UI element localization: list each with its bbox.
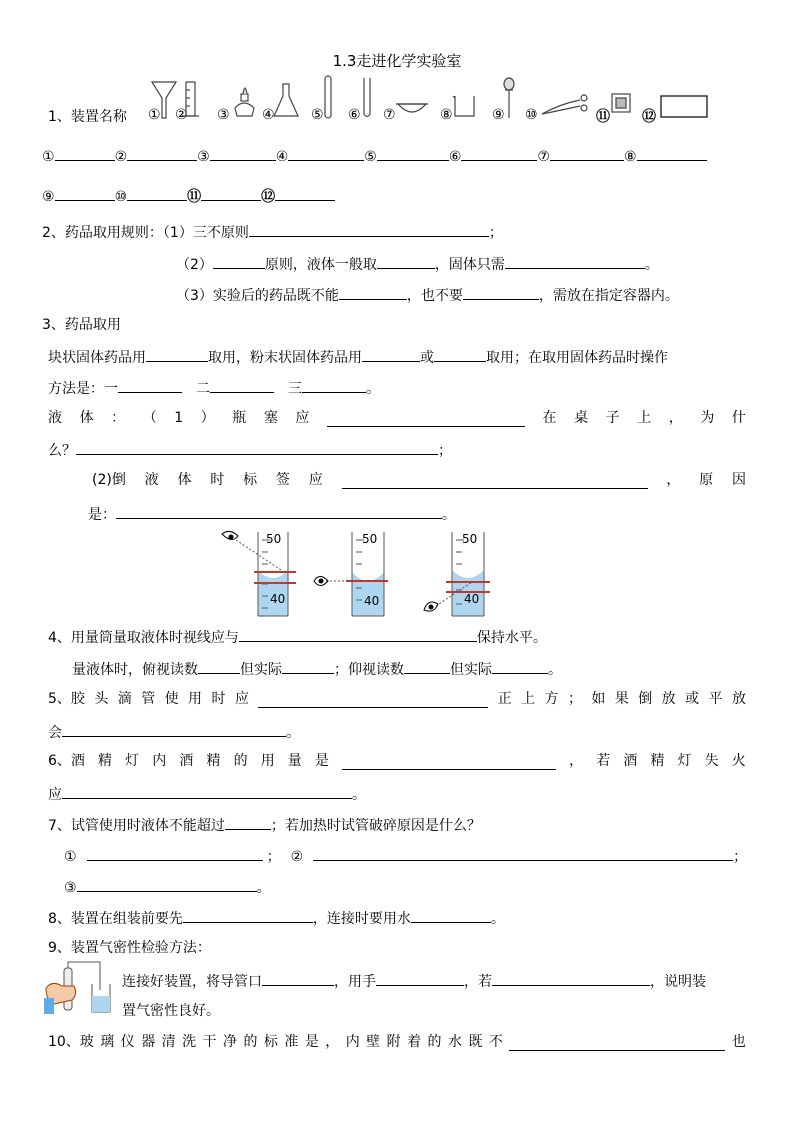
q3-blank-10[interactable] — [116, 504, 442, 519]
q2-blank-1[interactable] — [249, 222, 489, 237]
q9-line-1: 连接好装置，将导管口 ，用手 ，若 ，说明装 — [122, 971, 706, 991]
q5-blank-2[interactable] — [62, 722, 286, 737]
q3-blank-4[interactable] — [118, 378, 182, 393]
tongs-icon — [542, 95, 587, 114]
answer-blank-5[interactable] — [377, 146, 449, 161]
q2-line-2: （2） 原则，液体一般取 ，固体只需 。 — [176, 254, 659, 274]
q4-line-1: 4、用量筒量取液体时视线应与 保持水平。 — [48, 627, 547, 647]
cylinder-diagram-3 — [424, 532, 490, 616]
q1-label: 1、装置名称 — [48, 109, 127, 125]
q9-blank-1[interactable] — [262, 971, 334, 986]
q3-blank-7[interactable] — [327, 412, 525, 427]
q2-blank-6[interactable] — [463, 285, 539, 300]
q4-line-2: 量液体时，俯视读数 但实际 ；仰视读数 但实际 。 — [72, 659, 562, 679]
apparatus-num-1: ① — [148, 107, 161, 123]
q2-line-3: （3）实验后的药品既不能 ，也不要 ，需放在指定容器内。 — [176, 285, 679, 305]
q4-blank-2[interactable] — [198, 659, 240, 674]
cyl3-label-50: 50 — [462, 532, 478, 546]
apparatus-num-10: ⑩ — [525, 107, 538, 123]
q3-line-1: 块状固体药品用 取用，粉末状固体药品用 或 取用；在取用固体药品时操作 — [48, 347, 668, 367]
q9-label: 9、装置气密性检验方法： — [48, 940, 211, 956]
cyl2-label-40: 40 — [364, 594, 380, 608]
q3-blank-6[interactable] — [302, 378, 366, 393]
answer-blank-11[interactable] — [201, 186, 261, 201]
q10-blank-1[interactable] — [509, 1036, 725, 1051]
answer-blank-1[interactable] — [55, 146, 115, 161]
answer-blank-3[interactable] — [210, 146, 276, 161]
answer-blank-8[interactable] — [637, 146, 707, 161]
q4-blank-5[interactable] — [492, 659, 548, 674]
glass-rod-icon — [325, 76, 331, 118]
answer-blank-7[interactable] — [550, 146, 624, 161]
q8-blank-2[interactable] — [411, 908, 491, 923]
q9-line-2: 置气密性良好。 — [122, 1003, 220, 1019]
q2-line-1: 2、药品取用规则：（1）三不原则 ； — [42, 222, 503, 242]
q7-line-3: ③ 。 — [64, 877, 271, 897]
q3-blank-5[interactable] — [210, 378, 274, 393]
apparatus-num-3: ③ — [217, 107, 230, 123]
q3-blank-9[interactable] — [342, 474, 648, 489]
answer-blank-2[interactable] — [127, 146, 197, 161]
q6-blank-2[interactable] — [62, 784, 352, 799]
q5-line-2: 会 。 — [48, 722, 300, 742]
q3-line-6: 是： 。 — [88, 504, 456, 524]
reading-diagrams — [0, 528, 794, 628]
apparatus-num-12: ⑫ — [642, 109, 656, 125]
answer-blank-12[interactable] — [275, 186, 335, 201]
answer-blank-6[interactable] — [461, 146, 537, 161]
evaporating-dish-icon — [396, 104, 428, 112]
alcohol-lamp-icon — [235, 88, 254, 116]
cyl3-label-40: 40 — [464, 592, 480, 606]
q3-line-2: 方法是：一 二 三 。 — [48, 378, 380, 398]
airtightness-test-diagram — [44, 960, 124, 1020]
q7-blank-1[interactable] — [225, 815, 271, 830]
q3-blank-2[interactable] — [362, 347, 420, 362]
answer-blank-10[interactable] — [127, 186, 187, 201]
q6-line-1: 6、酒 精 灯 内 酒 精 的 用 量 是 ， 若 酒 精 灯 失 火 — [48, 753, 746, 769]
q4-blank-3[interactable] — [282, 659, 334, 674]
q2-blank-4[interactable] — [505, 254, 645, 269]
dropper-icon — [504, 78, 514, 118]
apparatus-num-2: ② — [175, 107, 188, 123]
q7-blank-3[interactable] — [313, 846, 733, 861]
cyl2-label-50: 50 — [362, 532, 378, 546]
apparatus-num-8: ⑧ — [440, 107, 453, 123]
apparatus-num-5: ⑤ — [311, 107, 324, 123]
apparatus-num-11: ⑪ — [596, 109, 610, 125]
apparatus-num-9: ⑨ — [492, 107, 505, 123]
q1-answer-row-1: ① ② ③ ④ ⑤ ⑥ ⑦ ⑧ — [42, 146, 707, 166]
q5-line-1: 5、胶 头 滴 管 使 用 时 应 正 上 方 ； 如 果 倒 放 或 平 放 — [48, 691, 746, 707]
q3-line-4: 么？ ； — [48, 440, 452, 460]
q9-blank-2[interactable] — [376, 971, 464, 986]
empty-box-icon — [661, 96, 707, 117]
q8-blank-1[interactable] — [183, 908, 313, 923]
q2-blank-2[interactable] — [213, 254, 265, 269]
apparatus-num-7: ⑦ — [383, 107, 396, 123]
q10-line: 10、玻 璃 仪 器 清 洗 干 净 的 标 准 是 ， 内 壁 附 着 的 水 既 不 也 — [48, 1034, 746, 1050]
apparatus-num-4: ④ — [262, 107, 275, 123]
q4-blank-1[interactable] — [239, 627, 477, 642]
q3-label: 3、药品取用 — [42, 317, 121, 333]
q7-line-1: 7、试管使用时液体不能超过 ；若加热时试管破碎原因是什么？ — [48, 815, 481, 835]
q7-line-2: ① ； ② ； — [64, 846, 747, 866]
page-title: 1.3走进化学实验室 — [332, 52, 462, 70]
q9-blank-3[interactable] — [492, 971, 650, 986]
conical-flask-icon — [274, 84, 298, 116]
apparatus-num-6: ⑥ — [348, 107, 361, 123]
q7-blank-4[interactable] — [77, 877, 257, 892]
test-tube-icon — [364, 78, 370, 117]
q2-blank-3[interactable] — [377, 254, 435, 269]
q8-line: 8、装置在组装前要先 ，连接时要用水 。 — [48, 908, 505, 928]
q6-line-2: 应 。 — [48, 784, 366, 804]
q6-blank-1[interactable] — [342, 755, 556, 770]
answer-blank-9[interactable] — [55, 186, 115, 201]
answer-blank-4[interactable] — [288, 146, 364, 161]
q3-line-5: (2)倒 液 体 时 标 签 应 ， 原 因 — [92, 472, 746, 488]
wire-gauze-icon — [612, 94, 630, 112]
q3-line-3: 液 体 ： （ 1 ） 瓶 塞 应 在 桌 子 上 ， 为 什 — [48, 410, 746, 426]
q4-blank-4[interactable] — [404, 659, 450, 674]
q3-blank-8[interactable] — [76, 440, 438, 455]
q1-answer-row-2: ⑨ ⑩ ⑪ ⑫ — [42, 186, 335, 206]
q3-blank-3[interactable] — [434, 347, 486, 362]
q2-blank-5[interactable] — [339, 285, 407, 300]
q5-blank-1[interactable] — [258, 693, 488, 708]
q3-blank-1[interactable] — [146, 347, 208, 362]
beaker-icon — [453, 96, 474, 116]
q7-blank-2[interactable] — [87, 846, 263, 861]
cyl1-label-40: 40 — [270, 592, 286, 606]
cyl1-label-50: 50 — [266, 532, 282, 546]
